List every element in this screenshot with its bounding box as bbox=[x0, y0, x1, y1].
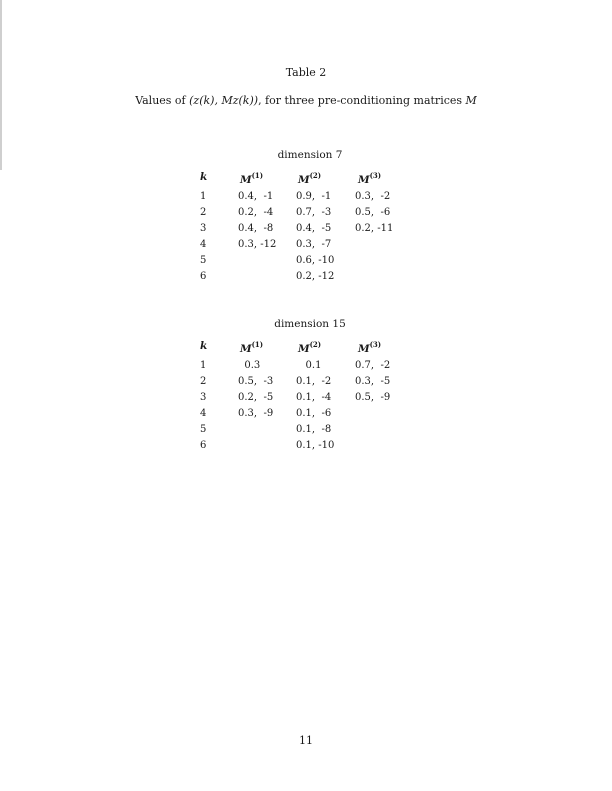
cell-m1: 0.3, -12 bbox=[238, 239, 277, 250]
cell-m2: 0.1, -8 bbox=[296, 424, 332, 435]
table-row bbox=[198, 239, 418, 255]
column-header-k: k bbox=[200, 340, 208, 352]
cell-m2: 0.1, -6 bbox=[296, 408, 332, 419]
cell-m1: 0.4, -1 bbox=[238, 191, 274, 202]
cell-m2: 0.2, -12 bbox=[296, 271, 335, 282]
table-caption bbox=[0, 94, 612, 107]
cell-m1: 0.2, -4 bbox=[238, 207, 274, 218]
cell-m1: 0.4, -8 bbox=[238, 223, 274, 234]
table-row bbox=[198, 408, 418, 424]
page-number: 11 bbox=[299, 734, 313, 747]
table-title: Table 2 bbox=[285, 66, 327, 79]
cell-m2: 0.1, -10 bbox=[296, 440, 335, 451]
cell-k: 6 bbox=[200, 271, 207, 282]
cell-m2: 0.6, -10 bbox=[296, 255, 335, 266]
column-header-m3: $M^{(3)}$ bbox=[358, 340, 382, 355]
cell-m1: 0.5, -3 bbox=[238, 376, 274, 387]
cell-m2: 0.1, -4 bbox=[296, 392, 332, 403]
cell-m2: 0.7, -3 bbox=[296, 207, 332, 218]
caption-math: (z(k), Mz(k)) bbox=[189, 94, 259, 107]
cell-m3: 0.5, -9 bbox=[355, 392, 391, 403]
cell-m2: 0.3, -7 bbox=[296, 239, 332, 250]
column-header-m1: $M^{(1)}$ bbox=[240, 340, 264, 355]
cell-k: 2 bbox=[200, 376, 207, 387]
cell-k: 1 bbox=[200, 191, 207, 202]
column-header-m2: $M^{(2)}$ bbox=[298, 171, 322, 186]
cell-k: 3 bbox=[200, 392, 207, 403]
cell-m2: 0.9, -1 bbox=[296, 191, 332, 202]
cell-m3: 0.5, -6 bbox=[355, 207, 391, 218]
table-row bbox=[198, 223, 418, 239]
cell-m2: 0.1, -2 bbox=[296, 376, 332, 387]
table-row bbox=[198, 271, 418, 287]
table-row bbox=[198, 424, 418, 440]
column-header-m1: $M^{(1)}$ bbox=[240, 171, 264, 186]
cell-k: 3 bbox=[200, 223, 207, 234]
column-header-m2: $M^{(2)}$ bbox=[298, 340, 322, 355]
dimension-label: dimension 15 bbox=[274, 318, 346, 330]
dimension-label: dimension 7 bbox=[277, 149, 343, 161]
caption-matrix: M bbox=[465, 94, 477, 107]
caption-prefix: Values of bbox=[135, 94, 190, 107]
table-row bbox=[198, 392, 418, 408]
table-row bbox=[198, 360, 418, 376]
cell-m1: 0.2, -5 bbox=[238, 392, 274, 403]
cell-m3: 0.7, -2 bbox=[355, 360, 391, 371]
cell-m2: 0.1 bbox=[296, 360, 322, 371]
table-row bbox=[198, 207, 418, 223]
cell-k: 1 bbox=[200, 360, 207, 371]
cell-k: 4 bbox=[200, 408, 207, 419]
cell-m1: 0.3, -9 bbox=[238, 408, 274, 419]
column-header-m3: $M^{(3)}$ bbox=[358, 171, 382, 186]
page-edge-line bbox=[0, 0, 2, 170]
cell-m3: 0.3, -5 bbox=[355, 376, 391, 387]
table-row bbox=[198, 191, 418, 207]
cell-m3: 0.2, -11 bbox=[355, 223, 394, 234]
caption-suffix: , for three pre-conditioning matrices bbox=[258, 94, 466, 107]
cell-m1: 0.3 bbox=[238, 360, 261, 371]
cell-k: 4 bbox=[200, 239, 207, 250]
table-row bbox=[198, 440, 418, 456]
column-header-k: k bbox=[200, 171, 208, 183]
cell-k: 5 bbox=[200, 424, 207, 435]
table-row bbox=[198, 255, 418, 271]
cell-k: 5 bbox=[200, 255, 207, 266]
cell-k: 6 bbox=[200, 440, 207, 451]
table-row bbox=[198, 376, 418, 392]
cell-m2: 0.4, -5 bbox=[296, 223, 332, 234]
cell-m3: 0.3, -2 bbox=[355, 191, 391, 202]
cell-k: 2 bbox=[200, 207, 207, 218]
